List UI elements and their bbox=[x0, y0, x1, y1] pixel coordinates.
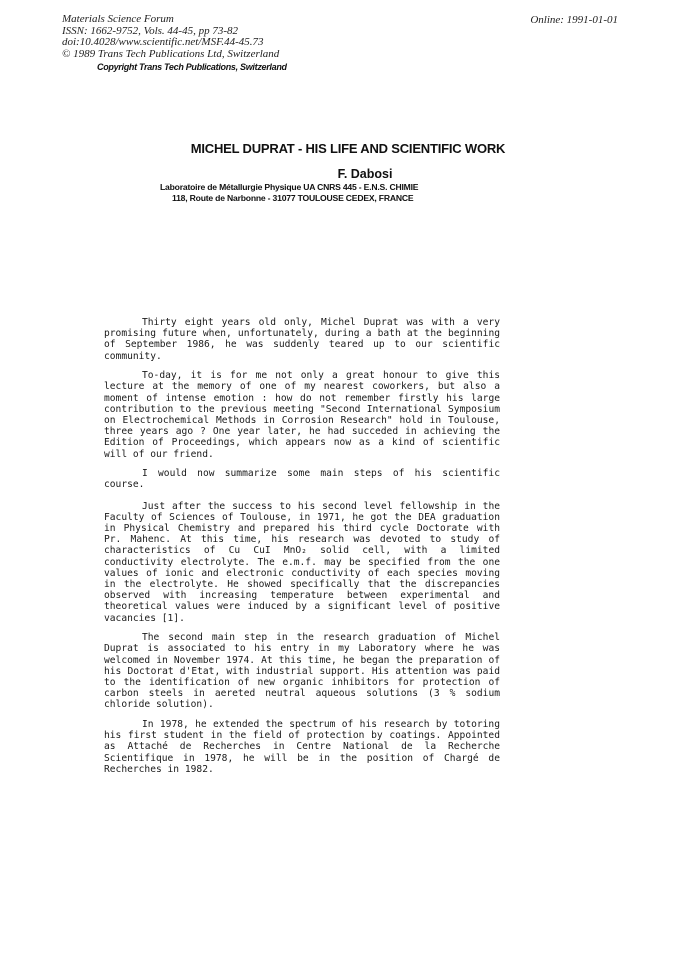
body-text bbox=[104, 317, 500, 783]
affiliation-line-1: Laboratoire de Métallurgie Physique UA CNRS 445 - E.N.S. CHIMIE bbox=[160, 182, 419, 192]
affiliation bbox=[160, 182, 418, 204]
journal-name: Materials Science Forum bbox=[62, 13, 174, 25]
online-date: Online: 1991-01-01 bbox=[530, 14, 618, 26]
paragraph-3: I would now summarize some main steps of his scientific course. bbox=[104, 468, 500, 491]
publisher-line: © 1989 Trans Tech Publications Ltd, Switzerland bbox=[62, 47, 280, 60]
paragraph-6: In 1978, he extended the spectrum of his research by totoring his first student in the field of protection by coatings. Appointed as Attaché de Recherches in Centre National de la Recherche Scientifique in 1978, he will be in the position of Chargé de Recherches in 1982. bbox=[104, 719, 500, 775]
paper-title: MICHEL DUPRAT - HIS LIFE AND SCIENTIFIC WORK bbox=[190, 141, 506, 156]
paragraph-4: Just after the success to his second level fellowship in the Faculty of Sciences of Toulouse, in 1971, he got the DEA graduation in Physical Chemistry and prepared his third cycle Doctorate with Pr. Mahenc. At this time, his research was devoted to study of characteristics of Cu CuI MnO₂ solid cell, with a limited conductivity electrolyte. The e.m.f. may be specified from the one values of ionic and electronic conductivity of each species moving in the electrolyte. He showed specifically that the discrepancies observed with increasing temperature between experimental and theoretical values were induced by a significant level of positive vacancies [1]. bbox=[104, 500, 500, 624]
doi-line: doi:10.4028/www.scientific.net/MSF.44-45.73 bbox=[62, 36, 264, 48]
affiliation-line-2: 118, Route de Narbonne - 31077 TOULOUSE CEDEX, FRANCE bbox=[172, 193, 414, 203]
paragraph-1: Thirty eight years old only, Michel Duprat was with a very promising future when, unfortunately, during a bath at the beginning of September 1986, he was suddenly teared up to our scientific community. bbox=[104, 317, 500, 362]
paragraph-5: The second main step in the research graduation of Michel Duprat is associated to his entry in my Laboratory where he was welcomed in November 1974. At this time, he began the preparation of his Doctorat d'Etat, with industrial support. His attention was paid to the identification of new organic inhibitors for protection of carbon steels in aereted neutral aqueous solutions (3 % sodium chloride solution). bbox=[104, 632, 500, 711]
issn-line: ISSN: 1662-9752, Vols. 44-45, pp 73-82 bbox=[62, 24, 238, 37]
author-name: F. Dabosi bbox=[337, 167, 393, 181]
copyright-notice: Copyright Trans Tech Publications, Switzerland bbox=[97, 62, 287, 72]
paragraph-2: To-day, it is for me not only a great honour to give this lecture at the memory of one of my nearest coworkers, but also a moment of intense emotion : how do not remember firstly his large contribution to the previous meeting "Second International Symposium on Electrochemical Methods in Corrosion Research" hold in Toulouse, three years ago ? One year later, he had succeded in achieving the Edition of Proceedings, which appears now as a kind of scientific will of our friend. bbox=[104, 370, 500, 460]
citation-block bbox=[62, 14, 279, 60]
